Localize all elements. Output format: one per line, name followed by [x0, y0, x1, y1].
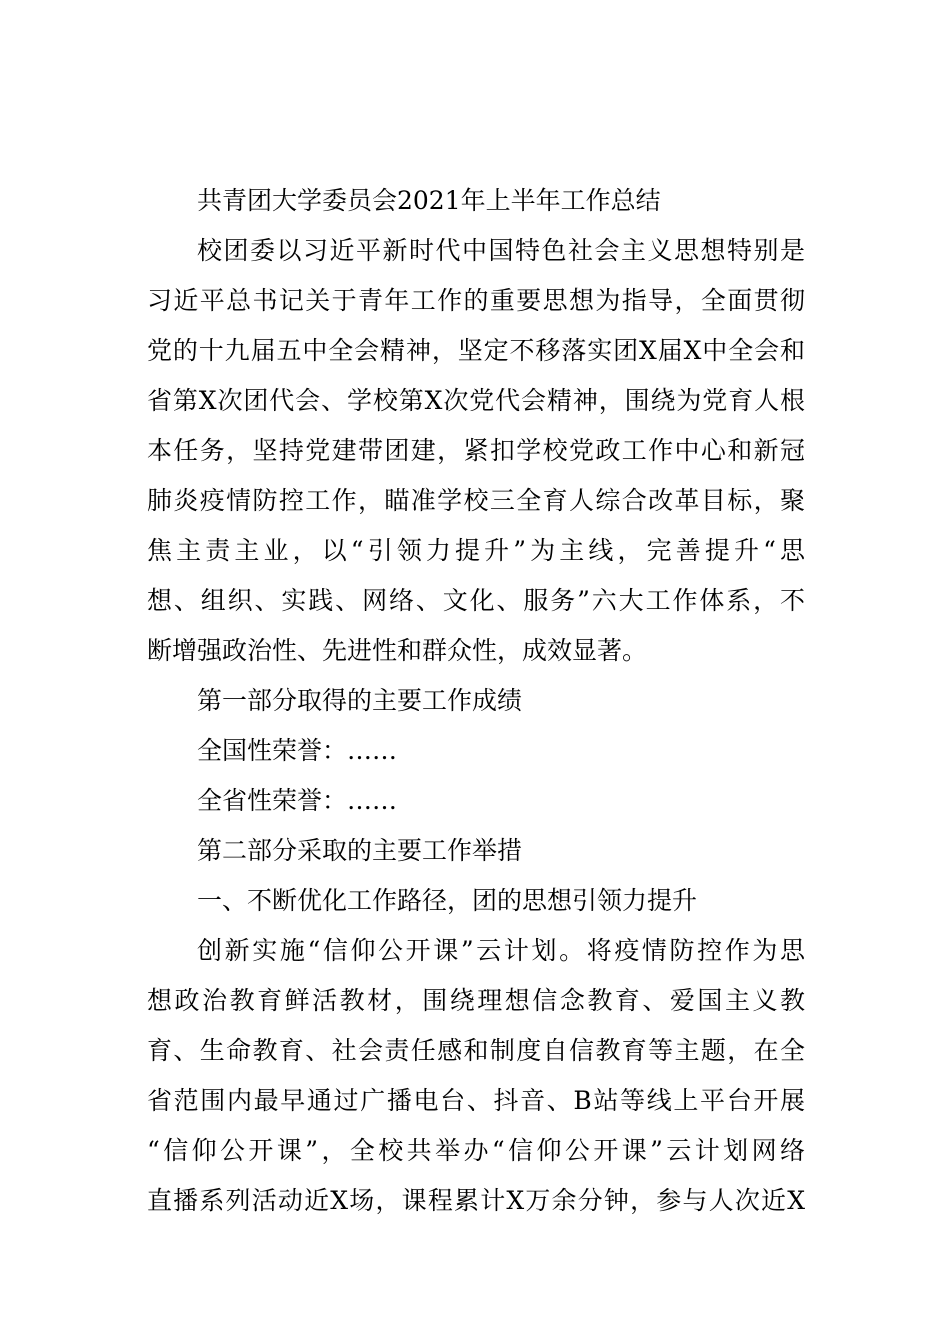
paragraph-line: 焦主责主业，以“引领力提升”为主线，完善提升“思: [147, 536, 805, 565]
paragraph-line: 省范围内最早通过广播电台、抖音、B站等线上平台开展: [147, 1086, 805, 1115]
paragraph-line: 肺炎疫情防控工作，瞄准学校三全育人综合改革目标，聚: [147, 486, 805, 515]
paragraph-line: 创新实施“信仰公开课”云计划。将疫情防控作为思: [197, 936, 805, 965]
paragraph-line: 习近平总书记关于青年工作的重要思想为指导，全面贯彻: [147, 286, 805, 315]
part1-heading: 第一部分取得的主要工作成绩: [197, 686, 523, 715]
part2-heading: 第二部分采取的主要工作举措: [197, 836, 523, 865]
document-body: [147, 176, 805, 1226]
national-honors-line: 全国性荣誉：……: [197, 736, 398, 765]
section1-heading: 一、不断优化工作路径，团的思想引领力提升: [197, 886, 698, 915]
paragraph-line: 校团委以习近平新时代中国特色社会主义思想特别是: [197, 236, 805, 265]
paragraph-line: 省第X次团代会、学校第X次党代会精神，围绕为党育人根: [147, 386, 805, 415]
paragraph-line: 党的十九届五中全会精神，坚定不移落实团X届X中全会和: [147, 336, 805, 365]
paragraph-line: 想政治教育鲜活教材，围绕理想信念教育、爱国主义教: [147, 986, 805, 1015]
provincial-honors-line: 全省性荣誉：……: [197, 786, 398, 815]
paragraph-line: 直播系列活动近X场，课程累计X万余分钟，参与人次近X: [147, 1186, 805, 1215]
paragraph-line: 本任务，坚持党建带团建，紧扣学校党政工作中心和新冠: [147, 436, 805, 465]
paragraph-line: 育、生命教育、社会责任感和制度自信教育等主题，在全: [147, 1036, 805, 1065]
paragraph-line: 想、组织、实践、网络、文化、服务”六大工作体系，不: [147, 586, 805, 615]
paragraph-line: 断增强政治性、先进性和群众性，成效显著。: [147, 636, 648, 665]
document-title: 共青团大学委员会2021年上半年工作总结: [197, 186, 661, 215]
paragraph-line: “信仰公开课”，全校共举办“信仰公开课”云计划网络: [147, 1136, 805, 1165]
